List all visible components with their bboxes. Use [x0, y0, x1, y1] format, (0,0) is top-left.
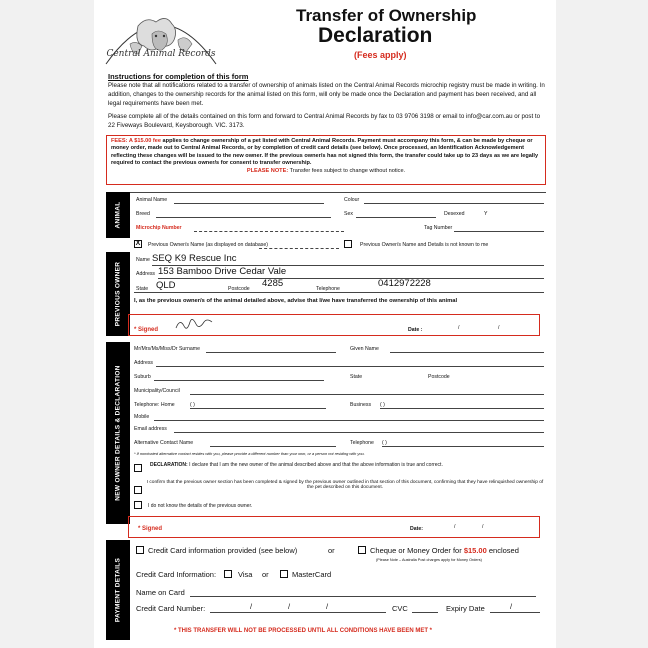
fee-amount: A $15.00 fee: [128, 138, 161, 144]
not-know-checkbox[interactable]: [134, 501, 142, 509]
title-line-2: Declaration: [318, 24, 433, 47]
name-on-card-label: Name on Card: [136, 588, 185, 597]
colour-field[interactable]: [364, 203, 544, 204]
new-signed-label: * Signed: [138, 526, 163, 532]
cc-slash-3: /: [326, 602, 329, 611]
prev-postcode-label: Postcode: [228, 286, 250, 292]
instructions-paragraph-1: Please note that all notifications related to a transfer of ownership of animals listed on the Central Animal Records microchip registry must be made in writing. In addition, changes to the ownership records for the animal listed on this form, will only be made once the Declaration and payment has been received, and all legal requirements have been met.: [108, 82, 545, 107]
or-label-1: or: [328, 546, 335, 555]
sex-label: Sex: [344, 211, 353, 217]
cc-slash-2: /: [288, 602, 291, 611]
fees-text: applies to change ownership of a pet listed with Central Animal Records. Payment must accompany this form, & can be made by cheque or money order, made out to Central Animal Records, or by completion of credit card details (see below). Once processed, an Identification Acknowledgement reflecting these changes will be issued to the new owner. If the previous owner/s has not signed this form, the transfer could take up to 23 days as we are legally required to contact the previous owner/s for consent to transfer ownership.: [111, 138, 539, 167]
fees-note: [111, 168, 541, 175]
signature-mark: [174, 318, 214, 332]
alt-contact-label: Alternative Contact Name: [134, 440, 194, 446]
alt-telephone-field[interactable]: [382, 446, 544, 447]
aus-post-note: (Please Note – Australia Post charges apply for Money Orders): [376, 558, 482, 562]
name-on-card-field[interactable]: [190, 596, 536, 597]
microchip-field[interactable]: [194, 231, 344, 232]
address-label: Address: [134, 360, 154, 366]
prev-date-slash-2: /: [498, 325, 500, 331]
business-paren: ( ): [380, 402, 385, 408]
tag-label: Tag Number: [424, 225, 453, 231]
tel-home-field[interactable]: [190, 408, 326, 409]
sex-field[interactable]: [356, 217, 436, 218]
cc-info-label: Credit Card Information:: [136, 570, 217, 579]
visa-label: Visa: [238, 570, 253, 579]
email-label: Email address: [134, 426, 167, 432]
prev-address-label: Address: [136, 271, 156, 277]
municipality-field[interactable]: [190, 394, 544, 395]
cheque-label: Cheque or Money Order for $15.00 enclosed: [370, 546, 519, 555]
given-name-field[interactable]: [390, 352, 544, 353]
alt-telephone-label: Telephone: [350, 440, 374, 446]
alt-contact-field[interactable]: [210, 446, 336, 447]
central-animal-records-logo: [100, 4, 222, 70]
mastercard-label: MasterCard: [292, 570, 332, 579]
confirm-checkbox[interactable]: [134, 486, 142, 494]
form-page: [94, 0, 556, 648]
cc-number-field[interactable]: [210, 612, 386, 613]
email-field[interactable]: [174, 432, 544, 433]
suburb-label: Suburb: [134, 374, 151, 380]
cheque-checkbox[interactable]: [358, 546, 366, 554]
microchip-label: Microchip Number: [136, 225, 182, 231]
new-date-label: Date:: [410, 526, 423, 532]
breed-label: Breed: [136, 211, 150, 217]
prev-name-value[interactable]: SEQ K9 Rescue Inc: [152, 253, 237, 264]
instructions-heading: Instructions for completion of this form: [108, 72, 249, 81]
animal-name-label: Animal Name: [136, 197, 168, 203]
title-line-1: Transfer of Ownership: [296, 6, 477, 25]
cc-provided-label: Credit Card information provided (see below): [148, 546, 298, 555]
expiry-field[interactable]: [490, 612, 540, 613]
state-label: State: [350, 374, 363, 380]
opt1-label: Previous Owner/s Name (as displayed on database): [148, 242, 268, 248]
declaration-checkbox[interactable]: [134, 464, 142, 472]
prev-declaration: I, as the previous owner/s of the animal detailed above, advise that I/we have transferred the ownership of this animal: [134, 298, 458, 304]
nominated-note: * If nominated alternative contact resides with you, please provide a different number than your own, or a person not residing with you.: [134, 451, 365, 456]
declaration-text: DECLARATION: I declare that I am the new owner of the animal described above and that the above information is true and correct.: [150, 462, 443, 468]
confirm-text: I confirm that the previous owner section has been completed & signed by the previous owner outlined in that section of this document, confirming that they have relinquished ownership of the pet described on this document.: [146, 480, 544, 490]
animal-side-label: ANIMAL: [106, 192, 130, 238]
known-owner-checkbox[interactable]: X: [135, 240, 141, 247]
address-field[interactable]: [156, 366, 544, 367]
business-label: Business: [350, 402, 372, 408]
tag-field[interactable]: [454, 231, 544, 232]
note-text: Transfer fees subject to change without notice.: [289, 167, 406, 174]
not-know-text: I do not know the details of the previous owner.: [148, 503, 253, 509]
new-date-slash-2: /: [482, 524, 484, 530]
surname-field[interactable]: [206, 352, 336, 353]
postcode-label: Postcode: [428, 374, 450, 380]
cc-slash-1: /: [250, 602, 253, 611]
alt-paren: ( ): [382, 440, 387, 446]
expiry-label: Expiry Date: [446, 604, 485, 613]
tel-home-label: Telephone: Home: [134, 402, 175, 408]
prev-telephone-label: Telephone: [316, 286, 340, 292]
prev-name-label: Name: [136, 257, 150, 263]
divider: [259, 248, 339, 249]
mobile-label: Mobile: [134, 414, 150, 420]
desexed-label: Desexed: [444, 211, 465, 217]
prev-date-label: Date :: [408, 327, 423, 333]
business-field[interactable]: [380, 408, 544, 409]
mastercard-checkbox[interactable]: [280, 570, 288, 578]
fees-box: [106, 135, 546, 185]
municipality-label: Municipality/Council: [134, 388, 180, 394]
divider: [134, 292, 544, 293]
unknown-owner-checkbox[interactable]: [344, 240, 352, 248]
instructions-paragraph-2: Please complete all of the details contained on this form and forward to Central Animal Records by fax to 03 9706 3198 or email to info@car.com.au or post to 22 Fiveways Boulevard, Keysborough. VIC. 3173.: [108, 113, 541, 129]
note-label: PLEASE NOTE:: [246, 167, 289, 174]
prev-signed-label: * Signed: [134, 327, 159, 333]
suburb-field[interactable]: [154, 380, 324, 381]
footer-warning: * THIS TRANSFER WILL NOT BE PROCESSED UNTIL ALL CONDITIONS HAVE BEEN MET *: [174, 628, 433, 634]
prev-address-field: [158, 278, 544, 279]
previous-owner-side-label: PREVIOUS OWNER: [106, 252, 130, 336]
prev-state-label: State: [136, 286, 149, 292]
title-surname-label: Mr/Mrs/Ms/Miss/Dr Surname: [134, 346, 200, 352]
fees-label: FEES:: [111, 138, 128, 144]
prev-address-value[interactable]: 153 Bamboo Drive Cedar Vale: [158, 266, 287, 277]
new-date-slash-1: /: [454, 524, 456, 530]
cvc-field[interactable]: [412, 612, 438, 613]
colour-label: Colour: [344, 197, 360, 203]
desexed-y: Y: [484, 211, 488, 217]
mobile-field[interactable]: [154, 420, 544, 421]
tel-home-paren: ( ): [190, 402, 195, 408]
new-owner-side-label: NEW OWNER DETAILS & DECLARATION: [106, 342, 130, 524]
opt2-label: Previous Owner/s Name and Details is not known to me: [360, 242, 489, 248]
prev-telephone-value[interactable]: 0412972228: [378, 278, 431, 289]
given-name-label: Given Name: [350, 346, 379, 352]
payment-side-label: PAYMENT DETAILS: [106, 540, 130, 640]
or-label-2: or: [262, 570, 269, 579]
visa-checkbox[interactable]: [224, 570, 232, 578]
prev-date-slash-1: /: [458, 325, 460, 331]
breed-field[interactable]: [156, 217, 331, 218]
logo-text: Central Animal Records: [106, 49, 216, 59]
cvc-label: CVC: [392, 604, 408, 613]
prev-postcode-value[interactable]: 4285: [262, 278, 284, 289]
animal-name-field[interactable]: [174, 203, 324, 204]
expiry-slash: /: [510, 602, 513, 611]
cc-number-label: Credit Card Number:: [136, 604, 206, 613]
prev-state-value[interactable]: QLD: [156, 280, 176, 291]
new-signature-box[interactable]: [128, 516, 540, 538]
fees-apply-label: (Fees apply): [354, 50, 407, 60]
cc-provided-checkbox[interactable]: [136, 546, 144, 554]
divider: [130, 192, 546, 193]
